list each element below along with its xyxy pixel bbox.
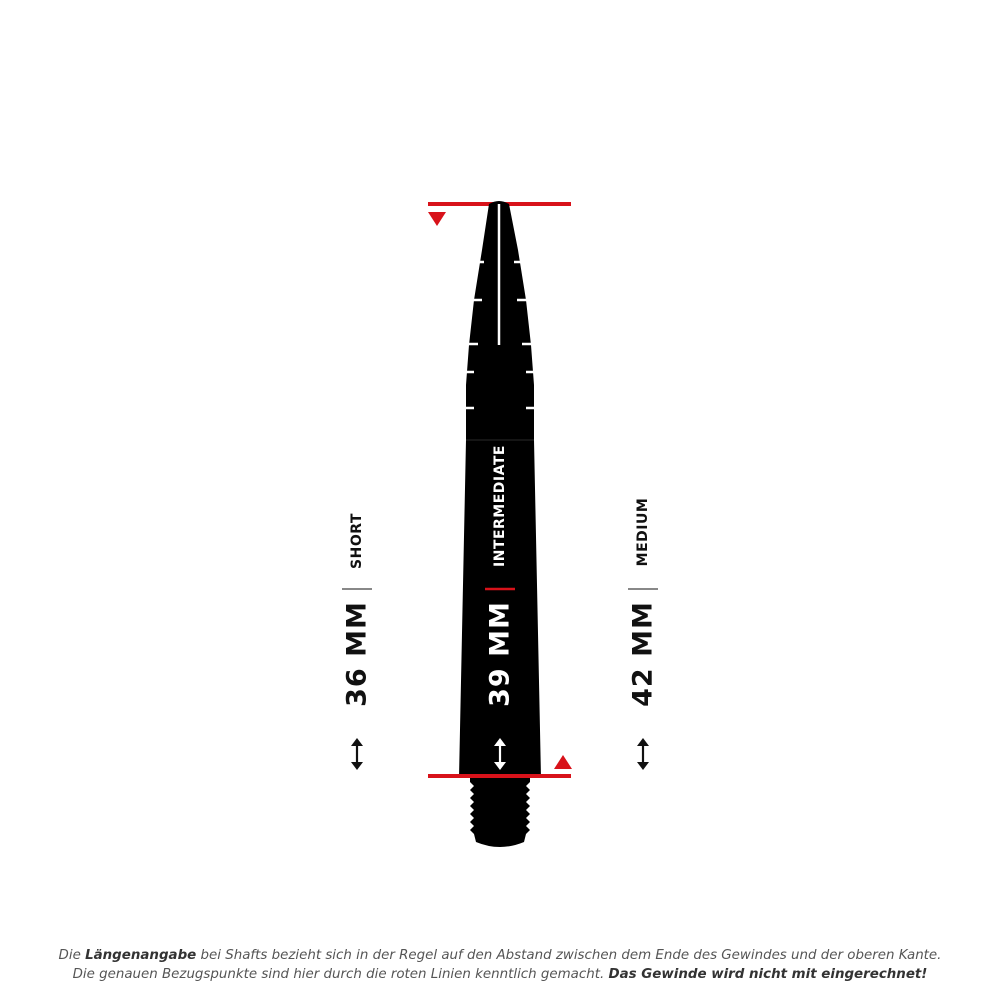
short-length-label: 36 MM <box>341 601 373 707</box>
footnote-text: bei Shafts bezieht sich in der Regel auf den Abstand zwischen dem Ende des Gewindes und der oberen Kante. <box>196 948 942 963</box>
medium-name-label: MEDIUM <box>635 497 651 567</box>
footnote-emphasis: Längenangabe <box>85 948 197 963</box>
footnote-line-1 <box>0 948 1000 963</box>
footnote-emphasis: Das Gewinde wird nicht mit eingerechnet! <box>608 967 928 982</box>
medium-double-arrow-icon <box>637 738 649 770</box>
shaft-thread <box>470 778 530 847</box>
top-marker-triangle <box>428 212 446 226</box>
short-double-arrow-icon <box>351 738 363 770</box>
intermediate-length-label: 39 MM <box>484 601 516 707</box>
medium-length-label: 42 MM <box>627 601 659 707</box>
footnote-text: Die <box>58 948 86 963</box>
footnote-text: Die genauen Bezugspunkte sind hier durch die roten Linien kenntlich gemacht. <box>72 967 609 982</box>
intermediate-name-label: INTERMEDIATE <box>492 444 508 568</box>
bottom-marker-triangle <box>554 755 572 769</box>
short-name-label: SHORT <box>349 513 365 569</box>
footnote-line-2 <box>0 967 1000 982</box>
